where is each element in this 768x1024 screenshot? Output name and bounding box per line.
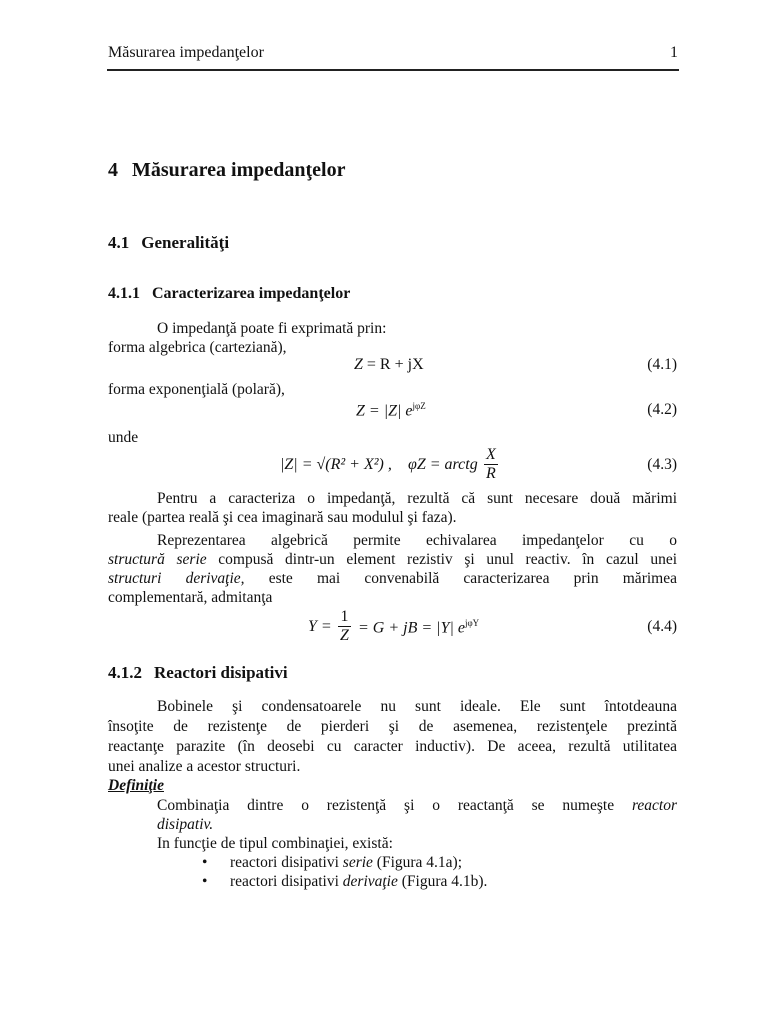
equation-number: (4.3) [647, 456, 677, 473]
italic-term: reactor [631, 797, 677, 814]
equation-lhs: Z = R + jX [354, 356, 424, 373]
equation-4-3 [108, 446, 677, 486]
equation-lhs: Y = [308, 618, 332, 635]
chapter-number: 4 [108, 159, 118, 181]
section-title: Reactori disipativi [154, 663, 288, 682]
equation-modulus: |Z| = √(R² + X²) , [280, 456, 392, 473]
paragraph-5: In funcţie de tipul combinaţiei, există: [157, 835, 393, 852]
paragraph-3-line-1: Reprezentarea algebrică permite echivalarea impedanţelor cu o [157, 532, 677, 549]
section-title: Caracterizarea impedanţelor [152, 285, 351, 302]
paragraph-4-line-3: reactanţe parazite (în deosebi cu caracter inductiv). De aceea, rezultă utilitatea [108, 738, 677, 755]
italic-term: structură serie [108, 551, 207, 568]
equation-number: (4.1) [647, 356, 677, 373]
italic-term: structuri derivaţie, [108, 570, 245, 587]
section-number: 4.1.1 [108, 285, 140, 302]
bullet-icon: • [202, 854, 208, 871]
equation-4-4 [108, 606, 677, 648]
section-number: 4.1 [108, 233, 130, 252]
section-number: 4.1.2 [108, 663, 142, 682]
paragraph-4-line-1: Bobinele şi condensatoarele nu sunt ideale. Ele sunt întotdeauna [157, 698, 677, 715]
equation-fraction: $\frac{1}{Z}$ [340, 608, 349, 644]
equation-4-1 [108, 356, 677, 378]
equation-body: Z = |Z| $e^{j\varphi Z}$ [356, 401, 426, 420]
definition-line-2: disipativ. [157, 816, 214, 833]
list-item: • reactori disipativi derivaţie (Figura 4.1b). [202, 873, 488, 890]
paragraph-2-line-1: Pentru a caracteriza o impedanţă, rezultă că sunt necesare două mărimi [157, 490, 677, 507]
section-heading-4-1-2 [108, 663, 288, 683]
equation-4-2 [108, 401, 677, 423]
list-item: • reactori disipativi serie (Figura 4.1a); [202, 854, 463, 871]
section-title: Generalităţi [141, 233, 230, 252]
equation-rhs: = G + jB = |Y| $e^{j\varphi Y}$ [358, 618, 480, 637]
definition-label: Definiţie [108, 777, 164, 794]
section-heading-4-1-1 [108, 285, 350, 303]
header-title: Măsurarea impedanţelor [108, 44, 264, 61]
equation-number: (4.4) [647, 618, 677, 635]
bullet-icon: • [202, 873, 208, 890]
running-header [108, 44, 678, 62]
paragraph-3-line-4: complementară, admitanţa [108, 589, 273, 606]
paragraph-2-line-2: reale (partea reală şi cea imaginară sau modulul şi faza). [108, 509, 457, 526]
paragraph-exponential: forma exponenţială (polară), [108, 381, 285, 398]
definition-line-1: Combinaţia dintre o rezistenţă şi o reactanţă se numeşte reactor [157, 797, 677, 814]
paragraph-4-line-2: însoţite de rezistenţe de pierderi şi de asemenea, rezistenţele prezintă [108, 718, 677, 735]
chapter-heading [108, 159, 346, 182]
equation-phase: φZ = arctg [408, 456, 478, 473]
paragraph-4-line-4: unei analize a acestor structuri. [108, 758, 301, 775]
paragraph-3-line-3: structuri derivaţie, este mai convenabilă caracterizarea prin mărimea [108, 570, 677, 587]
paragraph-algebraic: forma algebrica (carteziană), [108, 339, 287, 356]
paragraph-unde: unde [108, 429, 139, 446]
equation-fraction: $\frac{X}{R}$ [486, 446, 496, 482]
section-heading-4-1 [108, 233, 229, 253]
paragraph-3-line-2: structură serie compusă dintr-un element rezistiv şi unul reactiv. în cazul unei [108, 551, 677, 568]
paragraph-intro: O impedanţă poate fi exprimată prin: [157, 320, 387, 337]
page-number: 1 [670, 44, 678, 61]
equation-number: (4.2) [647, 401, 677, 418]
header-rule [107, 69, 679, 71]
chapter-title: Măsurarea impedanţelor [132, 159, 346, 181]
